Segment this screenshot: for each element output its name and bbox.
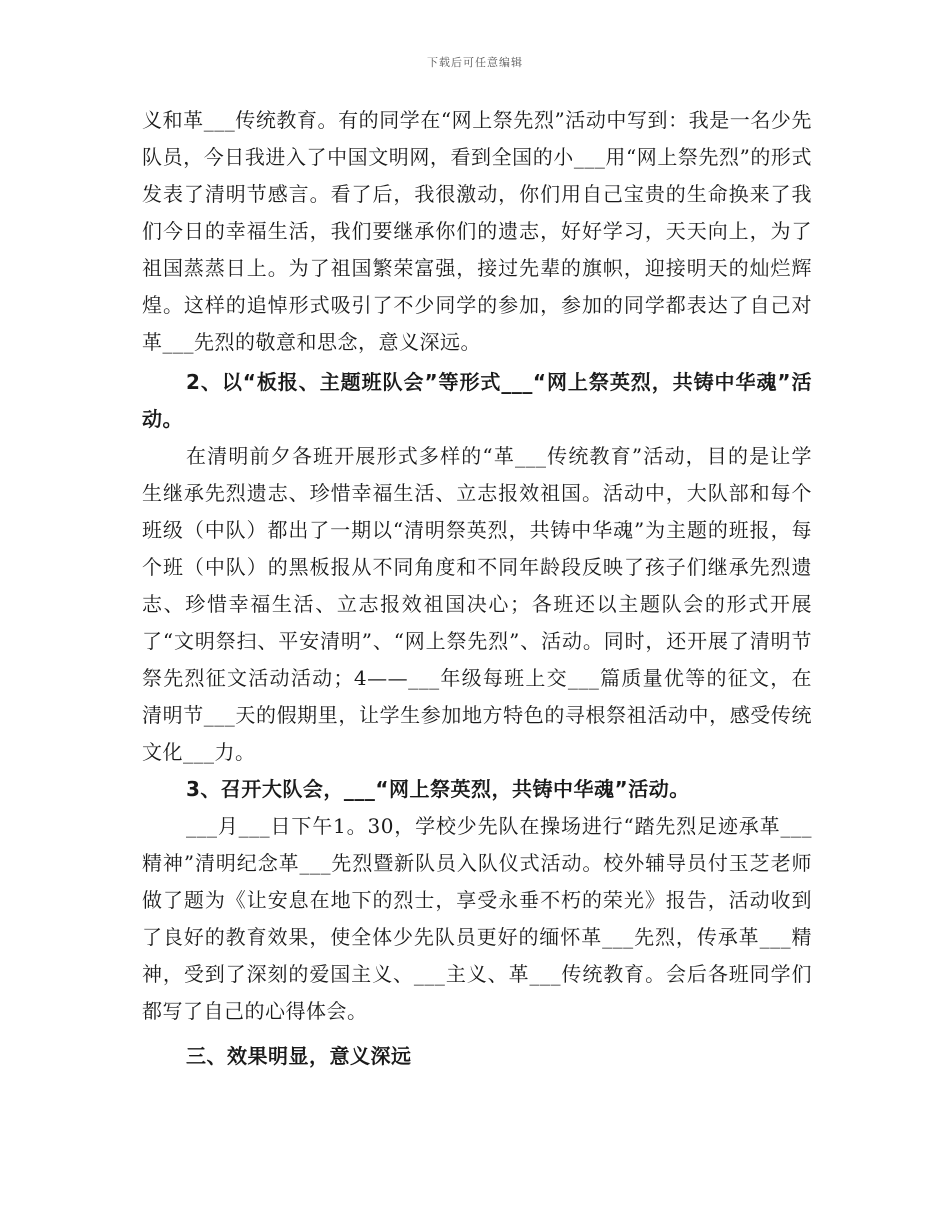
heading-brigade-meeting: 3、召开大队会，___“网上祭英烈，共铸中华魂”活动。: [186, 777, 690, 801]
paragraph-online-memorial: 义和革___传统教育。有的同学在“网上祭先烈”活动中写到：我是一名少先队员，今日我进入了中国文明网，看到全国的小___用“网上祭先烈”的形式发表了清明节感言。看了后，我很激动，你们用自己宝贵的生命换来了我们今日的幸福生活，我们要继承你们的遗志，好好学习，天天向上，为了祖国蒸蒸日上。为了祖国繁荣富强，接过先辈的旗帜，迎接明天的灿烂辉煌。这样的追悼形式吸引了不少同学的参加，参加的同学都表达了自己对革___先烈的敬意和思念，意义深远。: [142, 108, 812, 354]
paragraph-ceremony: ___月___日下午1。30，学校少先队在操场进行“踏先烈足迹承革___精神”清明纪念革___先烈暨新队员入队仪式活动。校外辅导员付玉芝老师做了题为《让安息在地下的烈士，享受永垂不朽的荣光》报告，活动收到了良好的教育效果，使全体少先队员更好的缅怀革___先烈，传承革___精神，受到了深刻的爱国主义、___主义、革___传统教育。会后各班同学们都写了自己的心得体会。: [142, 814, 812, 1023]
heading-section-three: 三、效果明显，意义深远: [186, 1044, 412, 1068]
page-header: 下载后可任意编辑: [427, 56, 523, 69]
heading-blackboard-activity: 2、以“板报、主题班队会”等形式___“网上祭英烈，共铸中华魂”活动。: [142, 370, 812, 431]
paragraph-class-activities: 在清明前夕各班开展形式多样的“革___传统教育”活动，目的是让学生继承先烈遗志、珍惜幸福生活、立志报效祖国。活动中，大队部和每个班级（中队）都出了一期以“清明祭英烈，共铸中华魂”为主题的班报，每个班（中队）的黑板报从不同角度和不同年龄段反映了孩子们继承先烈遗志、珍惜幸福生活、立志报效祖国决心；各班还以主题队会的形式开展了“文明祭扫、平安清明”、“网上祭先烈”、活动。同时，还开展了清明节祭先烈征文活动活动；4——___年级每班上交___篇质量优等的征文，在清明节___天的假期里，让学生参加地方特色的寻根祭祖活动中，感受传统文化___力。: [142, 444, 812, 764]
document-body: [142, 102, 812, 1075]
